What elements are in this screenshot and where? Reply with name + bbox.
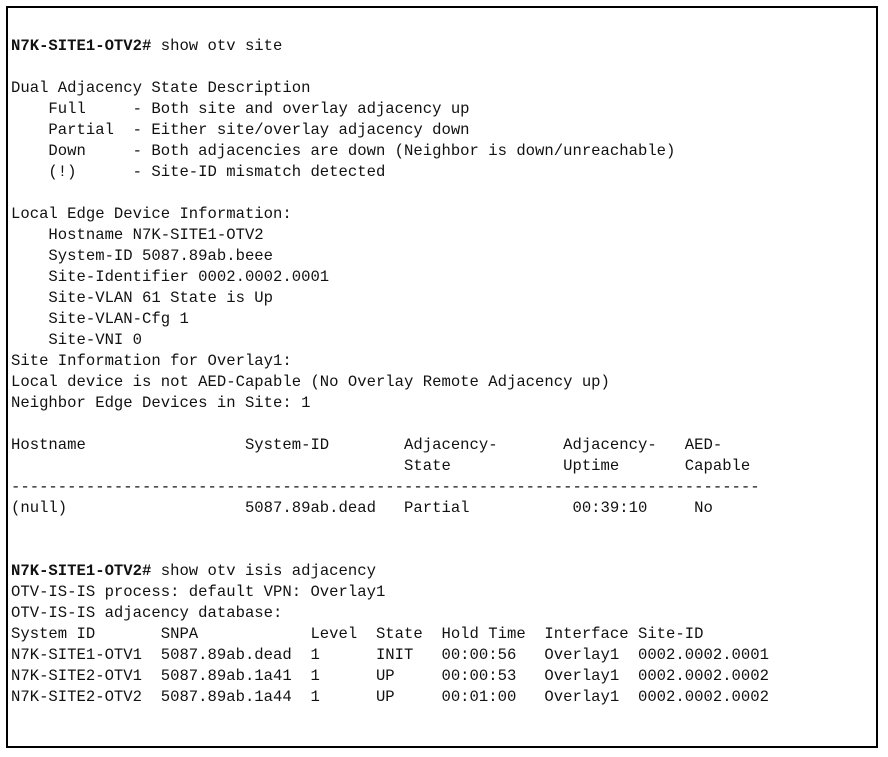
output-line — [11, 393, 769, 414]
output-line — [11, 687, 769, 708]
output-line — [11, 498, 769, 519]
line-text: Site-VNI 0 — [11, 331, 143, 349]
output-line — [11, 204, 769, 225]
output-line — [11, 666, 769, 687]
line-text: Down - Both adjacencies are down (Neighbor is down/unreachable) — [11, 142, 676, 160]
output-line — [11, 267, 769, 288]
output-line — [11, 645, 769, 666]
line-text: (!) - Site-ID mismatch detected — [11, 163, 386, 181]
output-line — [11, 624, 769, 645]
line-text: N7K-SITE2-OTV1 5087.89ab.1a41 1 UP 00:00:53 Overlay1 0002.0002.0002 — [11, 667, 769, 685]
line-text: Site-VLAN-Cfg 1 — [11, 310, 189, 328]
output-line — [11, 141, 769, 162]
output-line — [11, 78, 769, 99]
output-line — [11, 225, 769, 246]
shell-prompt: N7K-SITE1-OTV2# — [11, 562, 152, 580]
output-line — [11, 120, 769, 141]
output-line — [11, 162, 769, 183]
output-line — [11, 435, 769, 456]
line-text: Local Edge Device Information: — [11, 205, 292, 223]
command-line — [11, 561, 769, 582]
output-line — [11, 330, 769, 351]
output-line — [11, 351, 769, 372]
line-text: (null) 5087.89ab.dead Partial 00:39:10 No — [11, 499, 713, 517]
output-line — [11, 57, 769, 78]
output-line — [11, 456, 769, 477]
command-text: show otv site — [151, 37, 283, 55]
output-line — [11, 582, 769, 603]
line-text: Dual Adjacency State Description — [11, 79, 311, 97]
line-text: Full - Both site and overlay adjacency up — [11, 100, 470, 118]
line-text: OTV-IS-IS adjacency database: — [11, 604, 283, 622]
terminal-output — [11, 36, 769, 708]
line-text: System-ID 5087.89ab.beee — [11, 247, 274, 265]
output-line — [11, 246, 769, 267]
line-text: N7K-SITE2-OTV2 5087.89ab.1a44 1 UP 00:01:00 Overlay1 0002.0002.0002 — [11, 688, 769, 706]
output-line — [11, 372, 769, 393]
output-line — [11, 183, 769, 204]
output-line — [11, 414, 769, 435]
line-text: N7K-SITE1-OTV1 5087.89ab.dead 1 INIT 00:00:56 Overlay1 0002.0002.0001 — [11, 646, 769, 664]
command-line — [11, 36, 769, 57]
output-line — [11, 540, 769, 561]
line-text: State Uptime Capable — [11, 457, 751, 475]
line-text: Site-Identifier 0002.0002.0001 — [11, 268, 330, 286]
line-text: Hostname System-ID Adjacency- Adjacency- AED- — [11, 436, 723, 454]
line-text: System ID SNPA Level State Hold Time Interface Site-ID — [11, 625, 704, 643]
output-line — [11, 519, 769, 540]
line-text: Hostname N7K-SITE1-OTV2 — [11, 226, 264, 244]
shell-prompt: N7K-SITE1-OTV2# — [11, 37, 152, 55]
line-text: Partial - Either site/overlay adjacency down — [11, 121, 470, 139]
line-text: Site Information for Overlay1: — [11, 352, 292, 370]
line-text: Neighbor Edge Devices in Site: 1 — [11, 394, 311, 412]
line-text: -------------------------------------------------------------------------------- — [11, 478, 760, 496]
command-text: show otv isis adjacency — [151, 562, 376, 580]
output-line — [11, 99, 769, 120]
output-line — [11, 477, 769, 498]
output-line — [11, 309, 769, 330]
line-text: Site-VLAN 61 State is Up — [11, 289, 274, 307]
output-line — [11, 288, 769, 309]
line-text: Local device is not AED-Capable (No Overlay Remote Adjacency up) — [11, 373, 610, 391]
line-text: OTV-IS-IS process: default VPN: Overlay1 — [11, 583, 386, 601]
output-line — [11, 603, 769, 624]
